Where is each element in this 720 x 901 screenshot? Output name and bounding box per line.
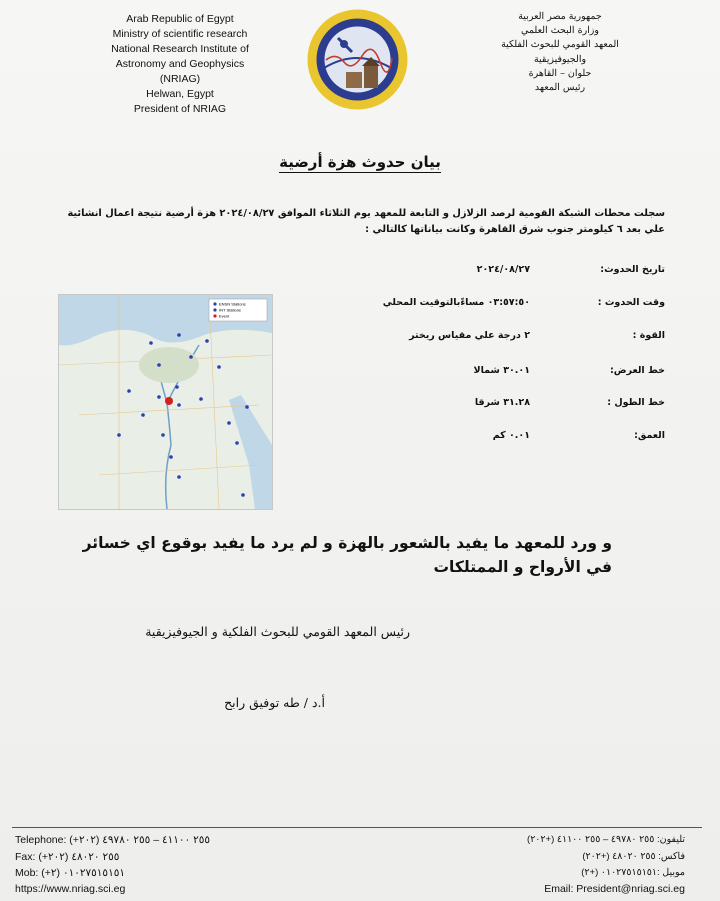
epicenter-map <box>58 294 273 510</box>
english-letterhead <box>60 12 300 117</box>
detail-label-magnitude: القوة : <box>632 330 665 341</box>
ar-line: حلوان – القاهرة <box>528 67 592 79</box>
ar-line: رئيس المعهد <box>534 82 586 94</box>
footer-mobile: Mob: (+٢) ٠١٠٢٧٥١٥١٥١ <box>15 867 125 879</box>
footer-divider <box>12 827 702 828</box>
ar-line: والجيوفيزيقية <box>533 53 587 65</box>
en-line: President of NRIAG <box>133 103 227 115</box>
detail-value-date: ٢٠٢٤/٠٨/٢٧ <box>476 264 530 275</box>
ar-line: وزارة البحث العلمي <box>521 25 599 37</box>
detail-label-date: تاريخ الحدوث: <box>600 264 665 275</box>
legend-label: ENSN Stations <box>219 301 246 307</box>
legend-label: INT Stations <box>219 307 241 313</box>
arabic-letterhead <box>460 10 660 95</box>
detail-label-latitude: خط العرض: <box>609 365 665 376</box>
en-line: National Research Institute of <box>111 43 249 55</box>
detail-value-latitude: ٣٠.٠١ شمالا <box>473 365 530 376</box>
document-title-text: بيان حدوث هزة أرضية <box>279 153 441 171</box>
detail-label-longitude: خط الطول : <box>607 397 665 408</box>
footer-telephone: Telephone: (+٢٠٢) ٢٥٥ ٤١١٠٠ – ٢٥٥ ٤٩٧٨٠ <box>15 834 211 846</box>
en-line: (NRIAG) <box>159 73 201 85</box>
footer-website-link[interactable]: https://www.nriag.sci.eg <box>15 883 126 895</box>
footer-fax-ar: فاكس: ٢٥٥ ٤٨٠٢٠ (+٢٠٢) <box>582 851 685 862</box>
detail-label-time: وقت الحدوث : <box>597 297 665 308</box>
en-line: Helwan, Egypt <box>146 88 214 100</box>
ar-line: جمهورية مصر العربية <box>518 11 602 22</box>
en-line: Ministry of scientific research <box>112 28 248 40</box>
footer-telephone-ar: تليفون: ٢٥٥ ٤٩٧٨٠ – ٢٥٥ ٤١١٠٠ (+٢٠٢) <box>527 834 685 845</box>
nriag-logo-seal <box>306 8 409 111</box>
en-line: Astronomy and Geophysics <box>115 58 245 70</box>
detail-value-longitude: ٣١.٢٨ شرقا <box>474 397 530 408</box>
document-title <box>0 153 720 171</box>
signature-name: أ.د / طه توفيق رابح <box>224 695 325 710</box>
footer-mobile-ar: موبيل :٠١٠٢٧٥١٥١٥١ (+٢) <box>581 867 685 878</box>
en-line: Arab Republic of Egypt <box>126 13 234 25</box>
detail-label-depth: العمق: <box>634 430 665 441</box>
event-marker <box>165 397 173 405</box>
detail-value-time: ٠٣:٥٧:٥٠ مساءًبالتوقيت المحلي <box>382 297 530 308</box>
felt-report-message: و ورد للمعهد ما يفيد بالشعور بالهزة و لم يرد ما يفيد بوقوع اي خسائر في الأرواح و الممتلكات <box>82 534 612 576</box>
intro-paragraph: سجلت محطات الشبكة القومية لرصد الزلازل و التابعة للمعهد يوم الثلاثاء الموافق ٢٠٢٤/٠٨/٢٧ هزة أرضية نتيجة اعمال انشائية علي بعد ٦ كيلومتر جنوب شرق القاهرة وكانت بياناتها كالتالي : <box>67 208 665 235</box>
legend-label: Event <box>219 313 230 319</box>
signature-title: رئيس المعهد القومي للبحوث الفلكية و الجيوفيزيقية <box>145 624 410 639</box>
detail-value-magnitude: ٢ درجة علي مقياس ريختر <box>409 330 530 341</box>
detail-value-depth: ٠.٠١ كم <box>492 430 530 441</box>
ar-line: المعهد القومي للبحوث الفلكية <box>501 39 619 51</box>
footer-fax: Fax: (+٢٠٢) ٢٥٥ ٤٨٠٢٠ <box>15 851 120 863</box>
footer-email-link[interactable]: Email: President@nriag.sci.eg <box>544 883 685 895</box>
map-graphic <box>59 295 272 509</box>
